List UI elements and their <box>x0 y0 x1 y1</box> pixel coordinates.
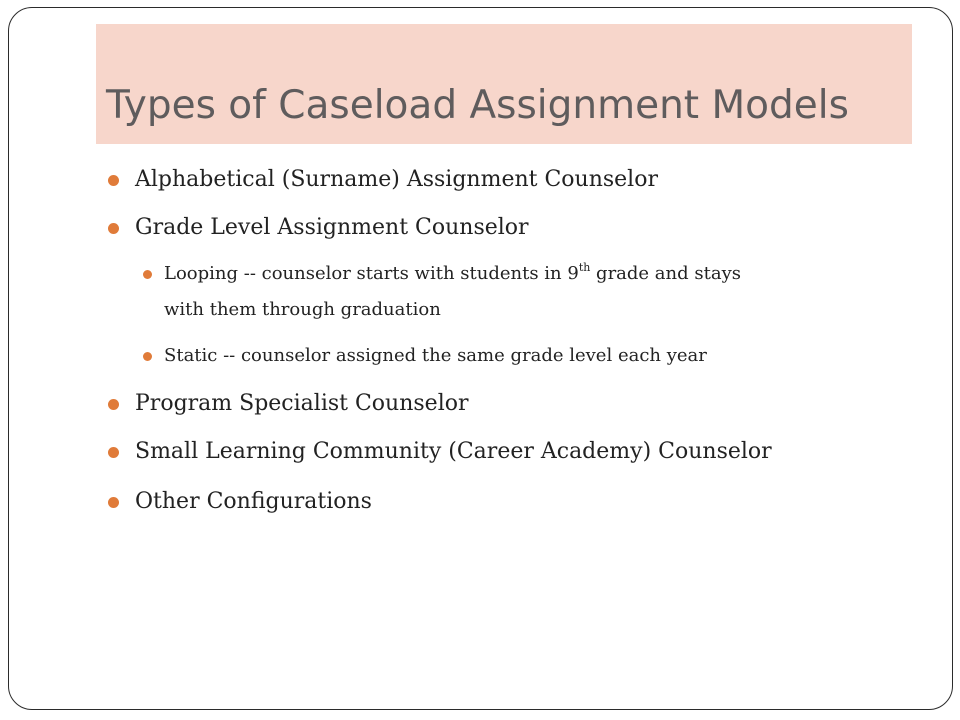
bullet-text: Other Configurations <box>135 489 372 514</box>
bullet-dot-icon <box>108 497 119 508</box>
bullet-dot-icon <box>143 270 152 279</box>
bullet-dot-icon <box>143 352 152 361</box>
bullet-text: Small Learning Community (Career Academy) Counselor <box>135 439 772 464</box>
bullet-text: Looping -- counselor starts with students in 9th grade and stays <box>164 261 741 284</box>
bullet-dot-icon <box>108 223 119 234</box>
bullet-text: with them through graduation <box>164 299 441 320</box>
bullet-dot-icon <box>108 175 119 186</box>
bullet-text: Grade Level Assignment Counselor <box>135 215 529 240</box>
bullet-dot-icon <box>108 399 119 410</box>
bullet-text: Program Specialist Counselor <box>135 391 469 416</box>
ordinal-superscript: th <box>578 261 591 274</box>
bullet-dot-icon <box>108 447 119 458</box>
bullet-text: Static -- counselor assigned the same grade level each year <box>164 345 707 366</box>
bullet-text: Alphabetical (Surname) Assignment Counselor <box>135 167 658 192</box>
slide-title: Types of Caseload Assignment Models <box>106 83 849 128</box>
